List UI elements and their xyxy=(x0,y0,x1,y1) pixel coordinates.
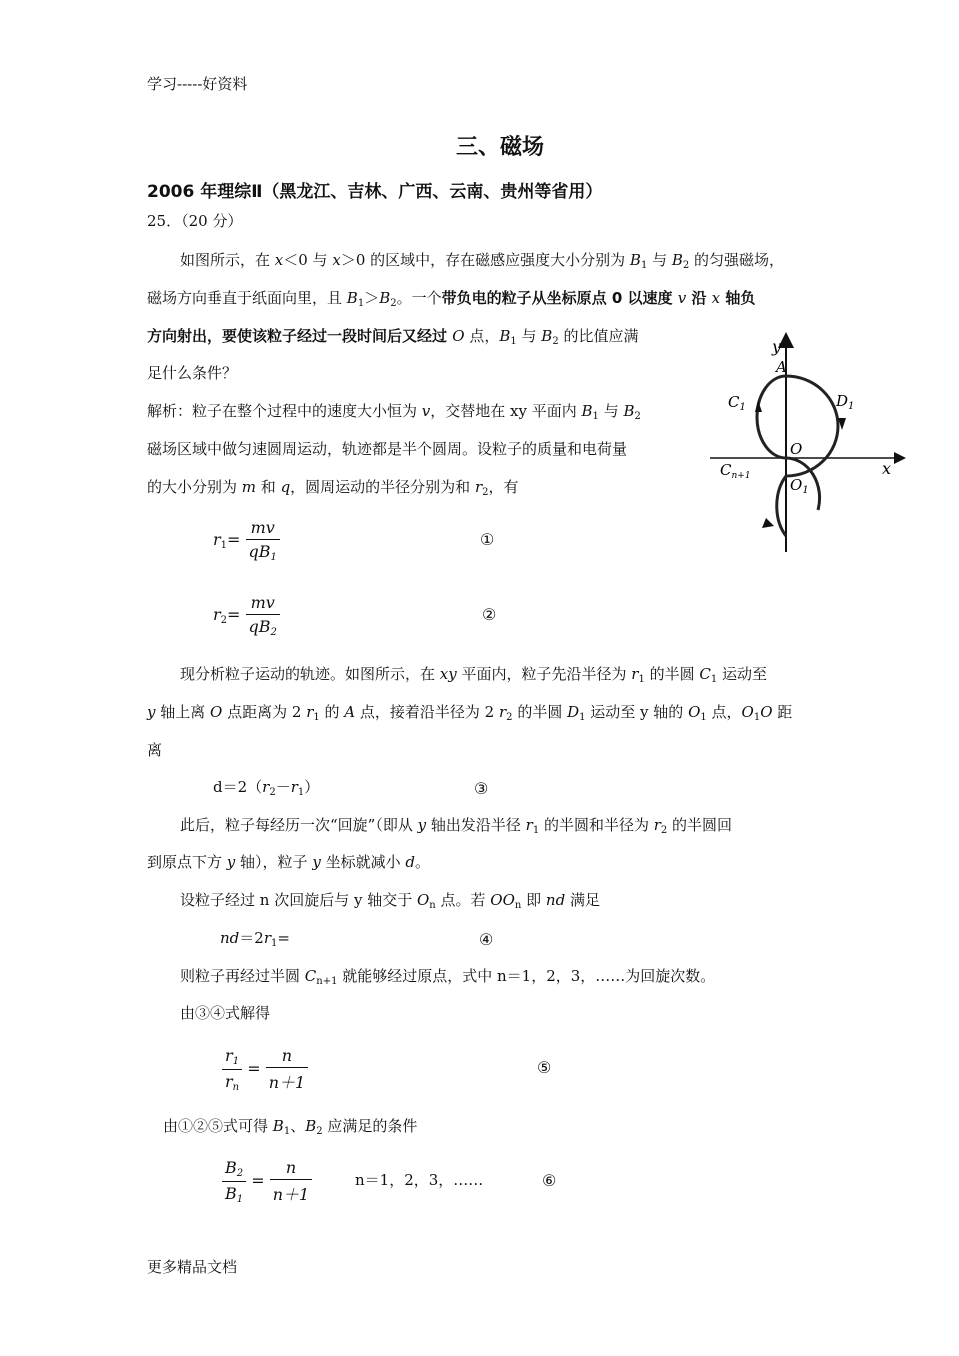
from125-line: 由①②⑤式可得 $B_1$、$B_2$ 应满足的条件 xyxy=(163,1117,418,1137)
equation-1: $r_1=$ $\frac{mv}{qB_1}$ xyxy=(213,518,280,563)
solution-line-2: 磁场区域中做匀速圆周运动，轨迹都是半个圆周。设粒子的质量和电荷量 xyxy=(147,440,628,458)
then-line: 则粒子再经过半圆 $C_{n+1}$ 就能够经过原点，式中 n＝1，2，3，……为回旋次数。 xyxy=(180,967,716,987)
page-title: 三、磁场 xyxy=(456,135,545,160)
equation-2: $r_2=$ $\frac{mv}{qB_2}$ xyxy=(213,593,280,638)
solution-line-3: 的大小分别为 m 和 q，圆周运动的半径分别为和 $r_2$，有 xyxy=(147,478,519,498)
problem-line-2: 磁场方向垂直于纸面向里，且 $B_1>B_2$。一个带负电的粒子从坐标原点 0 以速度 v 沿 x 轴负 xyxy=(147,289,756,309)
analysis-line-2: y 轴上离 O 点距离为 2 $r_1$ 的 A 点，接着沿半径为 2 $r_2$ 的半圆 $D_1$ 运动至 y 轴的 $O_1$ 点，$O_1O$ 距 xyxy=(147,703,793,723)
label-a: A xyxy=(776,358,787,376)
equation-4: $nd=2r_1=$ xyxy=(220,929,290,949)
equation-6-number: ⑥ xyxy=(542,1171,557,1190)
equation-3: $d=2(r_2-r_1)$ xyxy=(213,778,320,798)
equation-3-number: ③ xyxy=(474,779,489,798)
equation-2-number: ② xyxy=(482,605,497,624)
label-c1: $C_1$ xyxy=(728,393,746,413)
arc-d1 xyxy=(786,376,838,476)
page-header: 学习-----好资料 xyxy=(147,75,248,93)
problem-number: 25．（20 分） xyxy=(147,212,243,230)
arc-c1 xyxy=(757,376,786,458)
after-line-2: 到原点下方 y 轴），粒子 y 坐标就减小 d。 xyxy=(147,853,430,871)
page-footer: 更多精品文档 xyxy=(147,1258,238,1276)
analysis-line-3: 离 xyxy=(147,741,163,759)
label-x: x xyxy=(882,459,892,478)
equation-6-condition: n＝1，2，3，…… xyxy=(355,1171,484,1189)
equation-1-number: ① xyxy=(480,530,495,549)
equation-6: $\frac{B_2}{B_1}$ = $\frac{n}{n+1}$ xyxy=(222,1158,312,1205)
after-line-1: 此后，粒子每经历一次“回旋”（即从 y 轴出发沿半径 $r_1$ 的半圆和半径为 $r_2$ 的半圆回 xyxy=(180,816,733,836)
arrow-c1 xyxy=(755,400,762,412)
equation-5: $\frac{r_1}{r_n}$ = $\frac{n}{n+1}$ xyxy=(222,1046,308,1093)
problem-line-1: 如图所示，在 x＜0 与 x＞0 的区域中，存在磁感应强度大小分别为 $B_1$ 与 $B_2$ 的匀强磁场， xyxy=(180,251,785,271)
solution-line-1: 解析：粒子在整个过程中的速度大小恒为 v，交替地在 xy 平面内 $B_1$ 与 $B_2$ xyxy=(147,402,641,422)
arc-cn1 xyxy=(777,476,786,536)
label-o: O xyxy=(790,440,803,458)
arrow-cn1 xyxy=(762,518,774,528)
trajectory-figure xyxy=(700,330,910,555)
problem-line-4: 足什么条件？ xyxy=(147,364,238,382)
label-d1: $D_1$ xyxy=(836,392,855,412)
label-cn1: $C_{n+1}$ xyxy=(720,461,751,481)
set-line: 设粒子经过 n 次回旋后与 y 轴交于 $O_n$ 点。若 $OO_n$ 即 nd 满足 xyxy=(180,891,600,911)
analysis-line-1: 现分析粒子运动的轨迹。如图所示，在 xy 平面内，粒子先沿半径为 $r_1$ 的半圆 $C_1$ 运动至 xyxy=(180,665,767,685)
section-subtitle: 2006 年理综Ⅱ（黑龙江、吉林、广西、云南、贵州等省用） xyxy=(147,182,603,202)
problem-line-3: 方向射出，要使该粒子经过一段时间后又经过 O 点，$B_1$ 与 $B_2$ 的比值应满 xyxy=(147,327,639,347)
from34-line: 由③④式解得 xyxy=(180,1004,271,1022)
label-y: y xyxy=(772,337,782,356)
label-o1: $O_1$ xyxy=(790,476,809,496)
equation-4-number: ④ xyxy=(479,930,494,949)
equation-5-number: ⑤ xyxy=(537,1058,552,1077)
